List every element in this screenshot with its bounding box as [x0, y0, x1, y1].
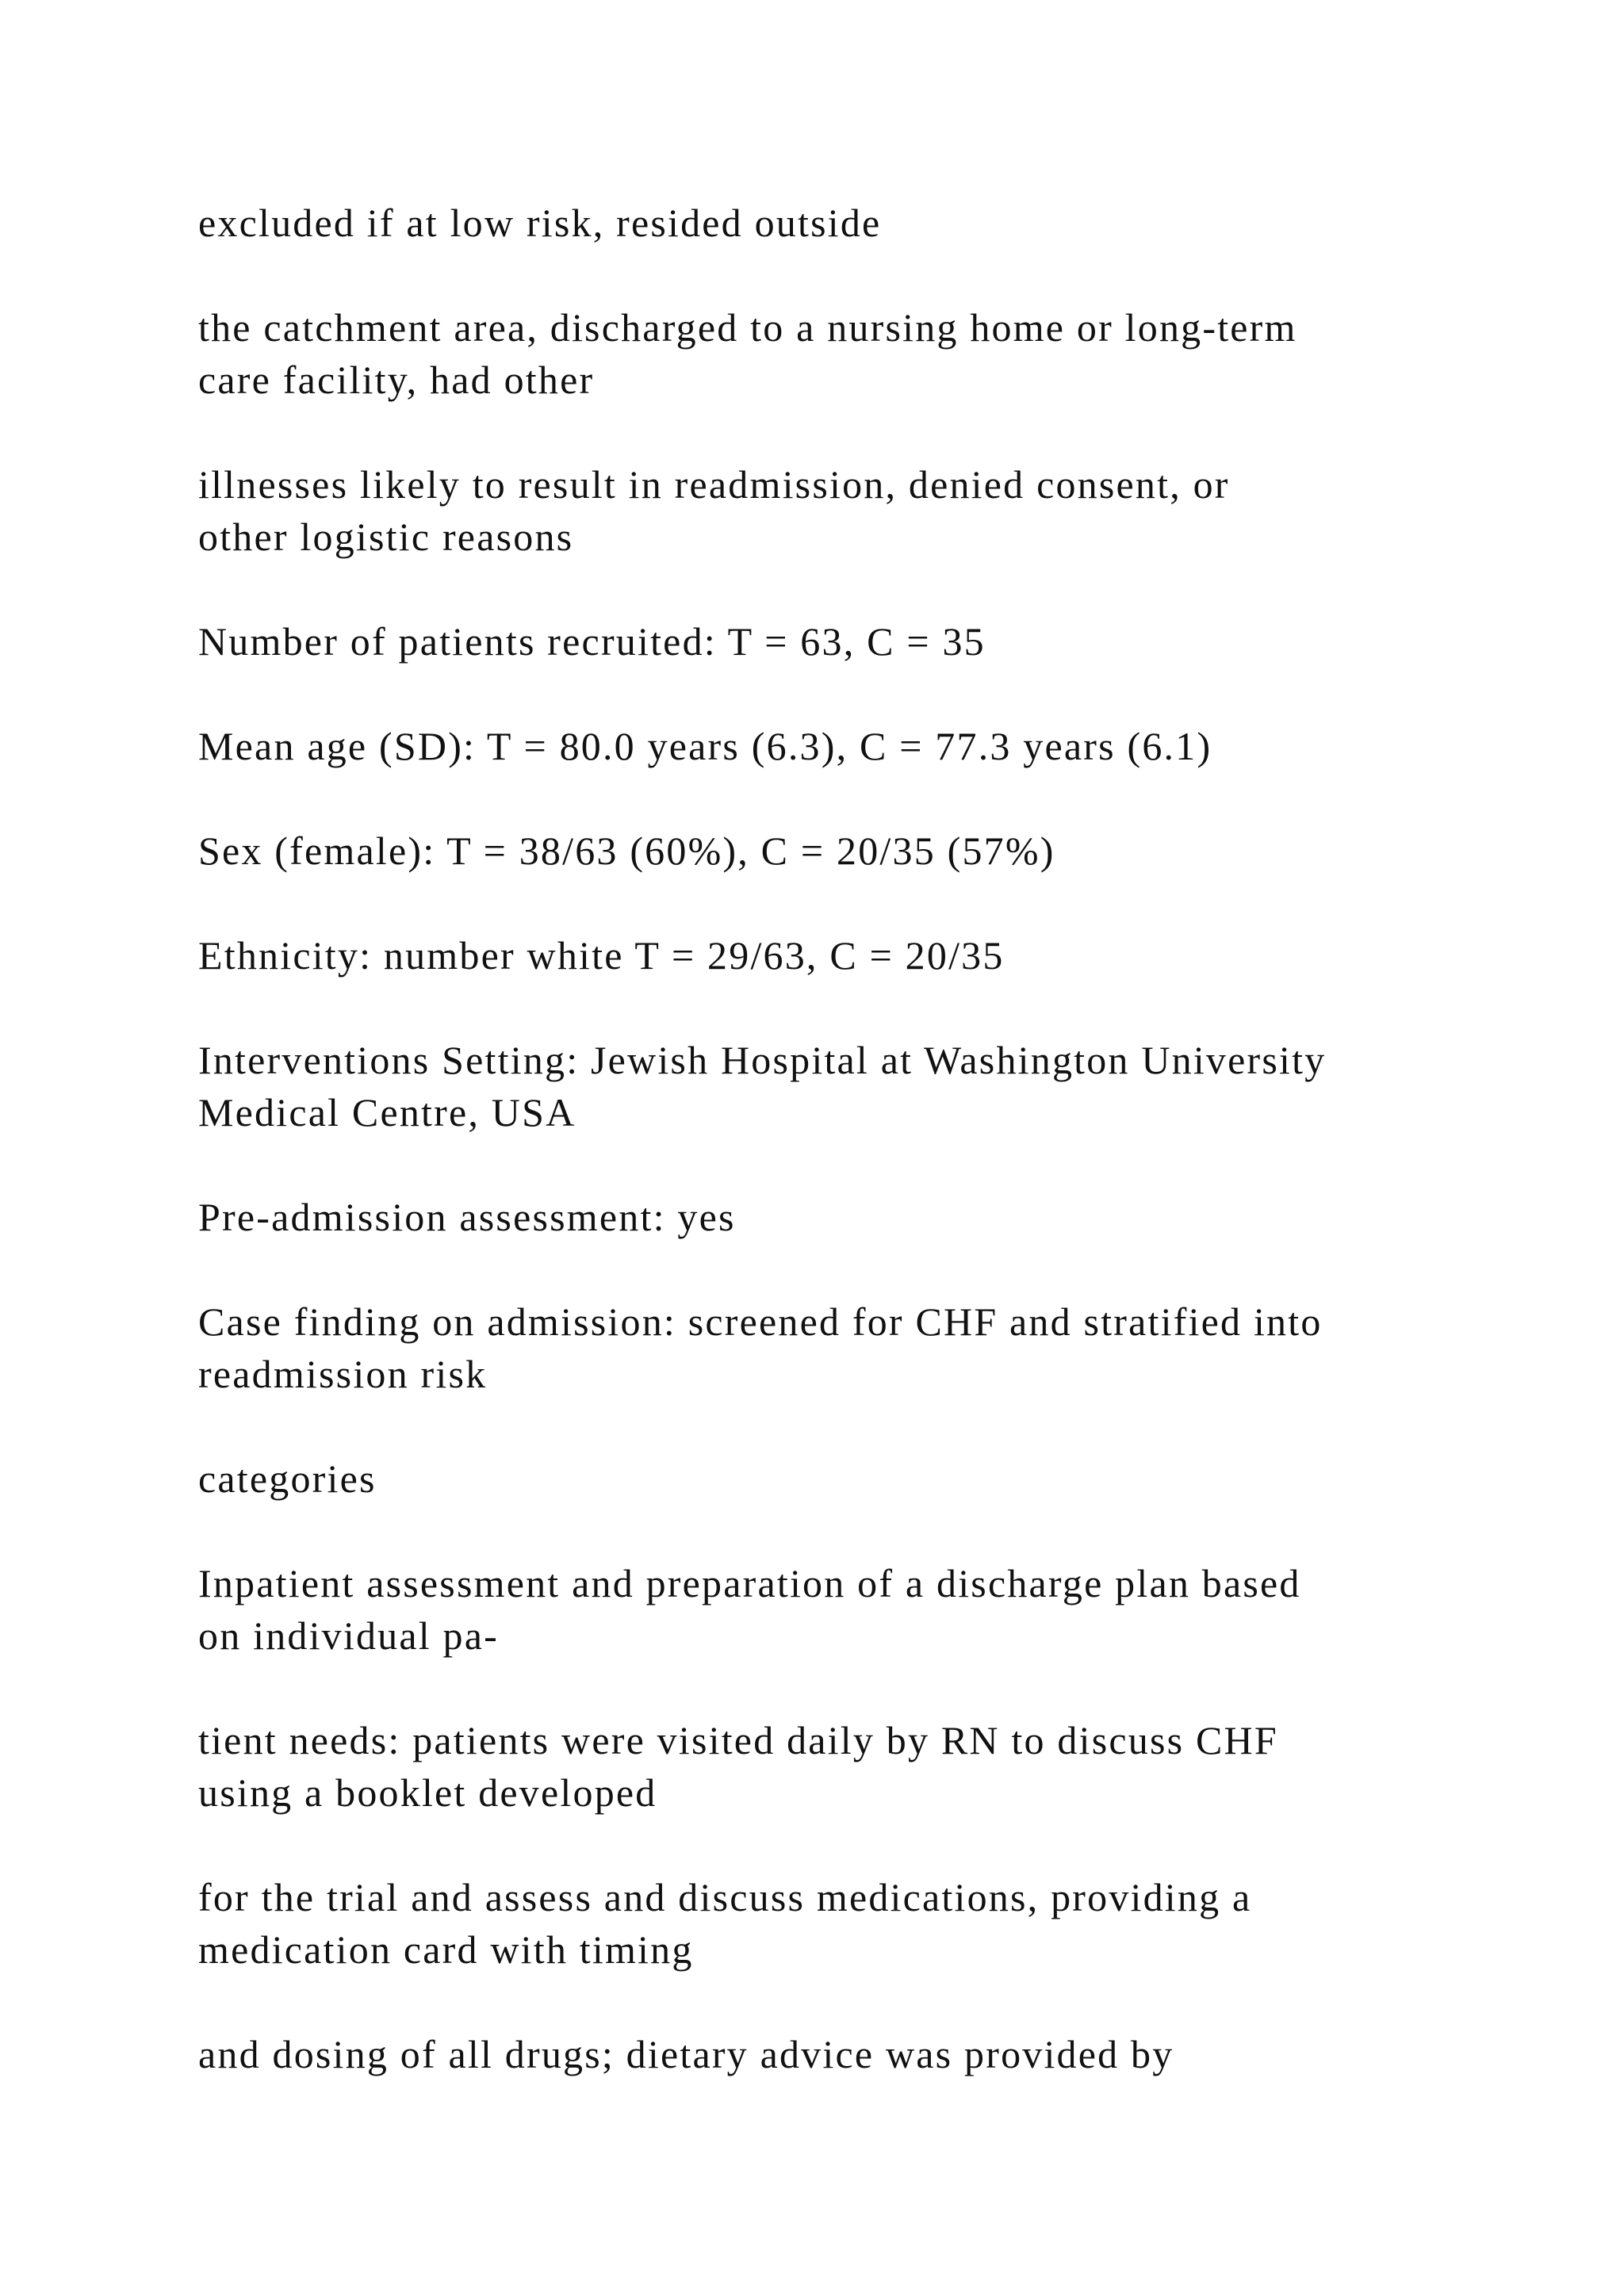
- paragraph: [198, 197, 1515, 249]
- paragraph: [198, 1871, 1515, 1976]
- text-line: illnesses likely to result in readmission, denied consent, or: [198, 462, 1230, 507]
- text-line: Medical Centre, USA: [198, 1090, 576, 1135]
- paragraph: [198, 615, 1515, 668]
- text-line: Number of patients recruited: T = 63, C = 35: [198, 619, 986, 664]
- text-line: Pre-admission assessment: yes: [198, 1195, 736, 1239]
- paragraph: [198, 2028, 1515, 2080]
- text-line: categories: [198, 1456, 377, 1501]
- paragraph: [198, 1714, 1515, 1819]
- text-line: Interventions Setting: Jewish Hospital at Washington University: [198, 1038, 1327, 1082]
- text-line: Case finding on admission: screened for CHF and stratified into: [198, 1299, 1323, 1344]
- text-line: the catchment area, discharged to a nursing home or long-term: [198, 305, 1297, 350]
- paragraph: [198, 1557, 1515, 1662]
- paragraph: [198, 720, 1515, 772]
- text-line: Sex (female): T = 38/63 (60%), C = 20/35 (57%): [198, 828, 1055, 873]
- text-line: tient needs: patients were visited daily by RN to discuss CHF: [198, 1718, 1278, 1762]
- paragraph: [198, 1295, 1515, 1400]
- paragraph: [198, 1034, 1515, 1138]
- text-line: other logistic reasons: [198, 515, 574, 559]
- text-line: Inpatient assessment and preparation of a discharge plan based: [198, 1561, 1301, 1605]
- paragraph: [198, 929, 1515, 982]
- text-line: Mean age (SD): T = 80.0 years (6.3), C = 77.3 years (6.1): [198, 724, 1212, 768]
- text-line: medication card with timing: [198, 1927, 694, 1972]
- paragraph: [198, 1191, 1515, 1243]
- text-line: and dosing of all drugs; dietary advice was provided by: [198, 2032, 1174, 2076]
- paragraph: [198, 825, 1515, 877]
- paragraph: [198, 1452, 1515, 1505]
- text-line: readmission risk: [198, 1352, 488, 1396]
- paragraph: [198, 301, 1515, 406]
- text-line: for the trial and assess and discuss medications, providing a: [198, 1875, 1252, 1919]
- paragraph: [198, 458, 1515, 563]
- text-line: using a booklet developed: [198, 1770, 657, 1815]
- text-line: Ethnicity: number white T = 29/63, C = 20/35: [198, 933, 1005, 978]
- text-line: care facility, had other: [198, 358, 595, 402]
- text-line: excluded if at low risk, resided outside: [198, 201, 882, 245]
- text-line: on individual pa-: [198, 1613, 500, 1658]
